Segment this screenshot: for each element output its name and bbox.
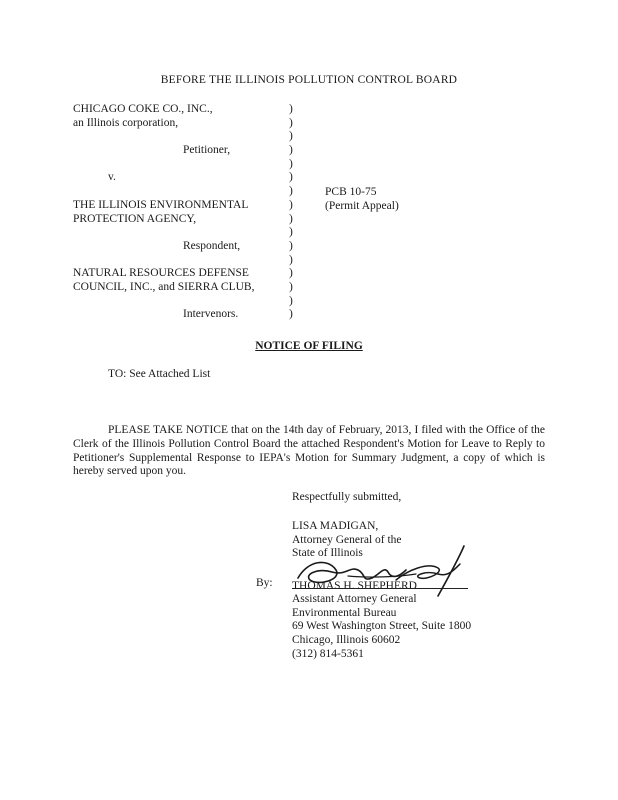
signer-name: THOMAS H. SHEPHERD [292, 579, 417, 592]
caption-paren: ) [289, 294, 293, 307]
caption-paren: ) [289, 280, 293, 293]
versus-label: v. [108, 171, 116, 184]
intervenor-role: Intervenors. [183, 308, 239, 321]
attorney-general-name: LISA MADIGAN, [292, 520, 379, 533]
bureau: Environmental Bureau [292, 606, 397, 619]
notice-title: NOTICE OF FILING [255, 340, 363, 352]
respondent-name-line-1: THE ILLINOIS ENVIRONMENTAL [73, 198, 249, 211]
caption-paren: ) [289, 185, 293, 198]
intervenor-name-line-1: NATURAL RESOURCES DEFENSE [73, 267, 249, 280]
caption-paren: ) [289, 212, 293, 225]
petitioner-name-line-1: CHICAGO COKE CO., INC., [73, 103, 213, 115]
closing: Respectfully submitted, [292, 491, 402, 503]
petitioner-role: Petitioner, [183, 144, 231, 157]
case-number-block [325, 186, 399, 214]
caption-paren: ) [289, 130, 293, 143]
caption-paren: ) [289, 308, 293, 321]
phone-number: (312) 814-5361 [292, 647, 364, 660]
caption-paren: ) [289, 198, 293, 211]
petitioner-name-line-2: an Illinois corporation, [73, 116, 179, 129]
signer-title: Assistant Attorney General [292, 593, 417, 606]
document-header: BEFORE THE ILLINOIS POLLUTION CONTROL BOARD [160, 74, 458, 86]
respondent-role: Respondent, [183, 239, 241, 252]
caption-paren-column [289, 103, 299, 322]
attorney-general-title-1: Attorney General of the [292, 533, 402, 546]
body-paragraph: PLEASE TAKE NOTICE that on the 14th day of February, 2013, I filed with the Office of the Clerk of the Illinois Pollution Control Board the attached Respondent's Motion for Leave to Reply to Petitioner's Supplemental Response to IEPA's Motion for Summary Judgment, a copy of which is hereby served upon you. [73, 424, 545, 478]
caption-paren: ) [289, 157, 293, 170]
caption-paren: ) [289, 171, 293, 184]
intervenor-name-line-2: COUNCIL, INC., and SIERRA CLUB, [73, 280, 255, 293]
caption-paren: ) [289, 103, 293, 115]
body-paragraph-block [73, 424, 545, 479]
caption-paren: ) [289, 116, 293, 129]
handwritten-signature [288, 540, 478, 600]
street-address: 69 West Washington Street, Suite 1800 [292, 620, 472, 633]
case-type: (Permit Appeal) [325, 199, 399, 212]
caption-paren: ) [289, 226, 293, 239]
city-address: Chicago, Illinois 60602 [292, 633, 401, 646]
caption-paren: ) [289, 239, 293, 252]
to-line: TO: See Attached List [108, 368, 211, 380]
attorney-general-title-2: State of Illinois [292, 547, 363, 560]
caption-paren: ) [289, 144, 293, 157]
by-label: By: [256, 577, 273, 589]
respondent-name-line-2: PROTECTION AGENCY, [73, 212, 197, 225]
caption-paren: ) [289, 253, 293, 266]
case-caption [73, 103, 283, 322]
case-number: PCB 10-75 [325, 186, 377, 198]
caption-paren: ) [289, 267, 293, 280]
